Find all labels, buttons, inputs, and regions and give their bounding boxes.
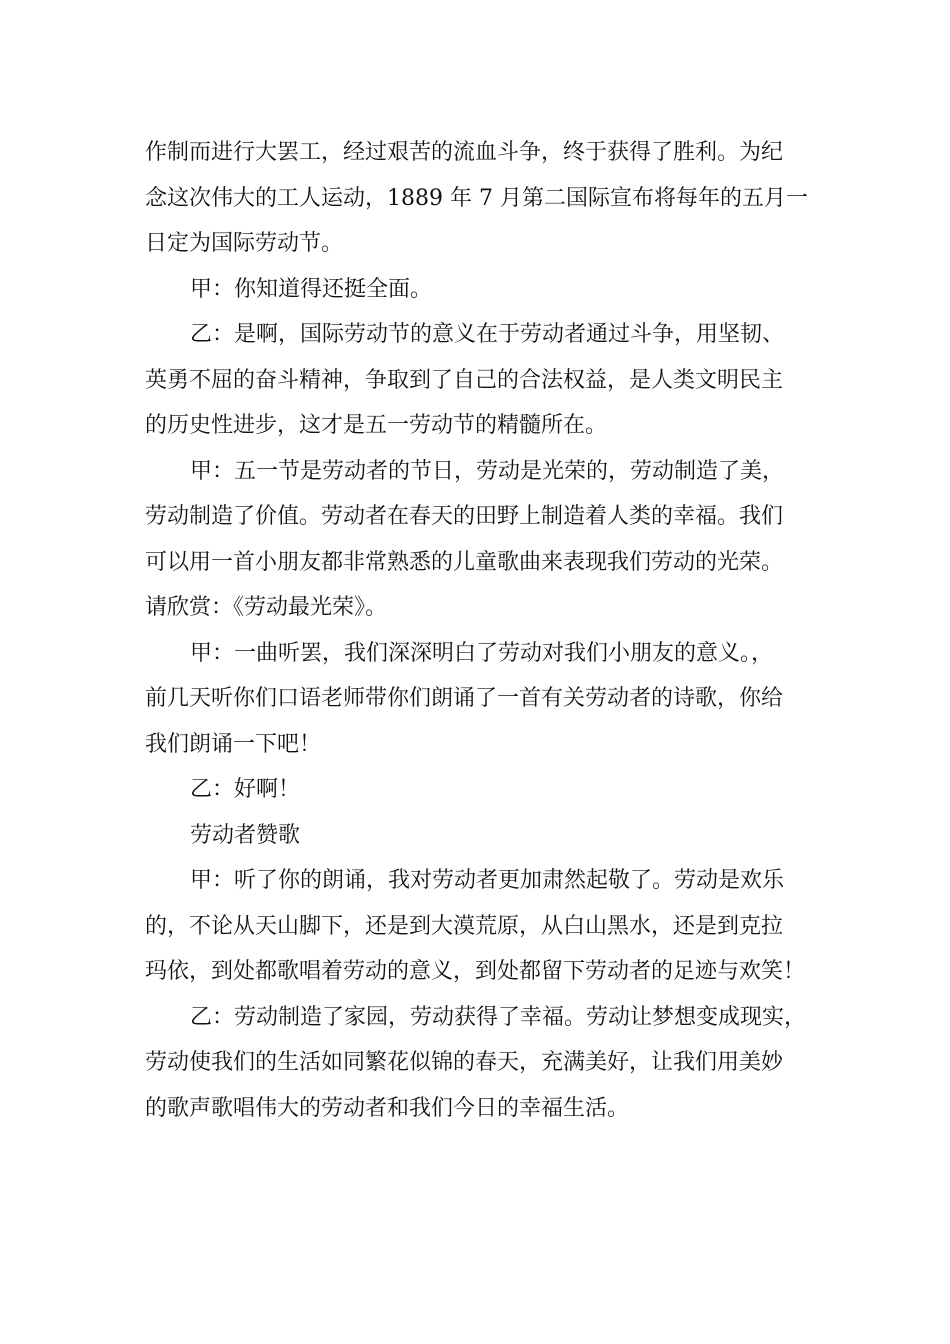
text-line: 我们朗诵一下吧！ — [145, 731, 322, 757]
paragraph — [145, 767, 825, 813]
paragraph-continuation — [145, 358, 825, 449]
text-line: 念这次伟大的工人运动，1889 年 7 月第二国际宣布将每年的五月一 — [145, 185, 808, 211]
paragraph-continuation — [145, 904, 825, 995]
paragraph — [145, 858, 825, 904]
text-line: 日定为国际劳动节。 — [145, 231, 344, 256]
document-body — [145, 130, 825, 1131]
text-line: 可以用一首小朋友都非常熟悉的儿童歌曲来表现我们劳动的光荣。 — [145, 549, 784, 575]
paragraph — [145, 130, 825, 267]
paragraph — [145, 631, 825, 677]
paragraph — [145, 267, 825, 313]
text-line: 作制而进行大罢工，经过艰苦的流血斗争，终于获得了胜利。为纪 — [145, 140, 784, 165]
paragraph-continuation — [145, 676, 825, 767]
text-line: 乙：好啊！ — [190, 777, 301, 802]
text-line: 前几天听你们口语老师带你们朗诵了一首有关劳动者的诗歌，你给 — [145, 686, 784, 711]
text-line: 玛依，到处都歌唱着劳动的意义，到处都留下劳动者的足迹与欢笑！ — [145, 959, 806, 984]
text-line: 甲：一曲听罢，我们深深明白了劳动对我们小朋友的意义。， — [190, 640, 774, 666]
text-line: 甲：听了你的朗诵，我对劳动者更加肃然起敬了。劳动是欢乐 — [190, 868, 785, 893]
paragraph-continuation — [145, 1040, 825, 1131]
text-line: 甲：你知道得还挺全面。 — [190, 276, 433, 302]
paragraph — [145, 995, 825, 1041]
text-line: 甲：五一节是劳动者的节日，劳动是光荣的，劳动制造了美， — [190, 458, 785, 484]
text-line: 劳动者赞歌 — [190, 822, 301, 848]
text-line: 乙：劳动制造了家园，劳动获得了幸福。劳动让梦想变成现实， — [190, 1004, 807, 1030]
poem-title — [145, 813, 825, 859]
text-line: 劳动使我们的生活如同繁花似锦的春天，充满美好，让我们用美妙 — [145, 1050, 784, 1075]
text-line: 的，不论从天山脚下，还是到大漠荒原，从白山黑水，还是到克拉 — [145, 913, 784, 939]
text-line: 劳动制造了价值。劳动者在春天的田野上制造着人类的幸福。我们 — [145, 504, 784, 529]
paragraph — [145, 449, 825, 495]
text-line: 英勇不屈的奋斗精神，争取到了自己的合法权益，是人类文明民主 — [145, 367, 784, 393]
text-line: 乙：是啊，国际劳动节的意义在于劳动者通过斗争，用坚韧、 — [190, 322, 785, 347]
paragraph-continuation — [145, 494, 825, 631]
text-line: 的歌声歌唱伟大的劳动者和我们今日的幸福生活。 — [145, 1095, 630, 1121]
text-line: 请欣赏：《劳动最光荣》。 — [145, 595, 388, 620]
text-line: 的历史性进步，这才是五一劳动节的精髓所在。 — [145, 413, 608, 438]
paragraph — [145, 312, 825, 358]
